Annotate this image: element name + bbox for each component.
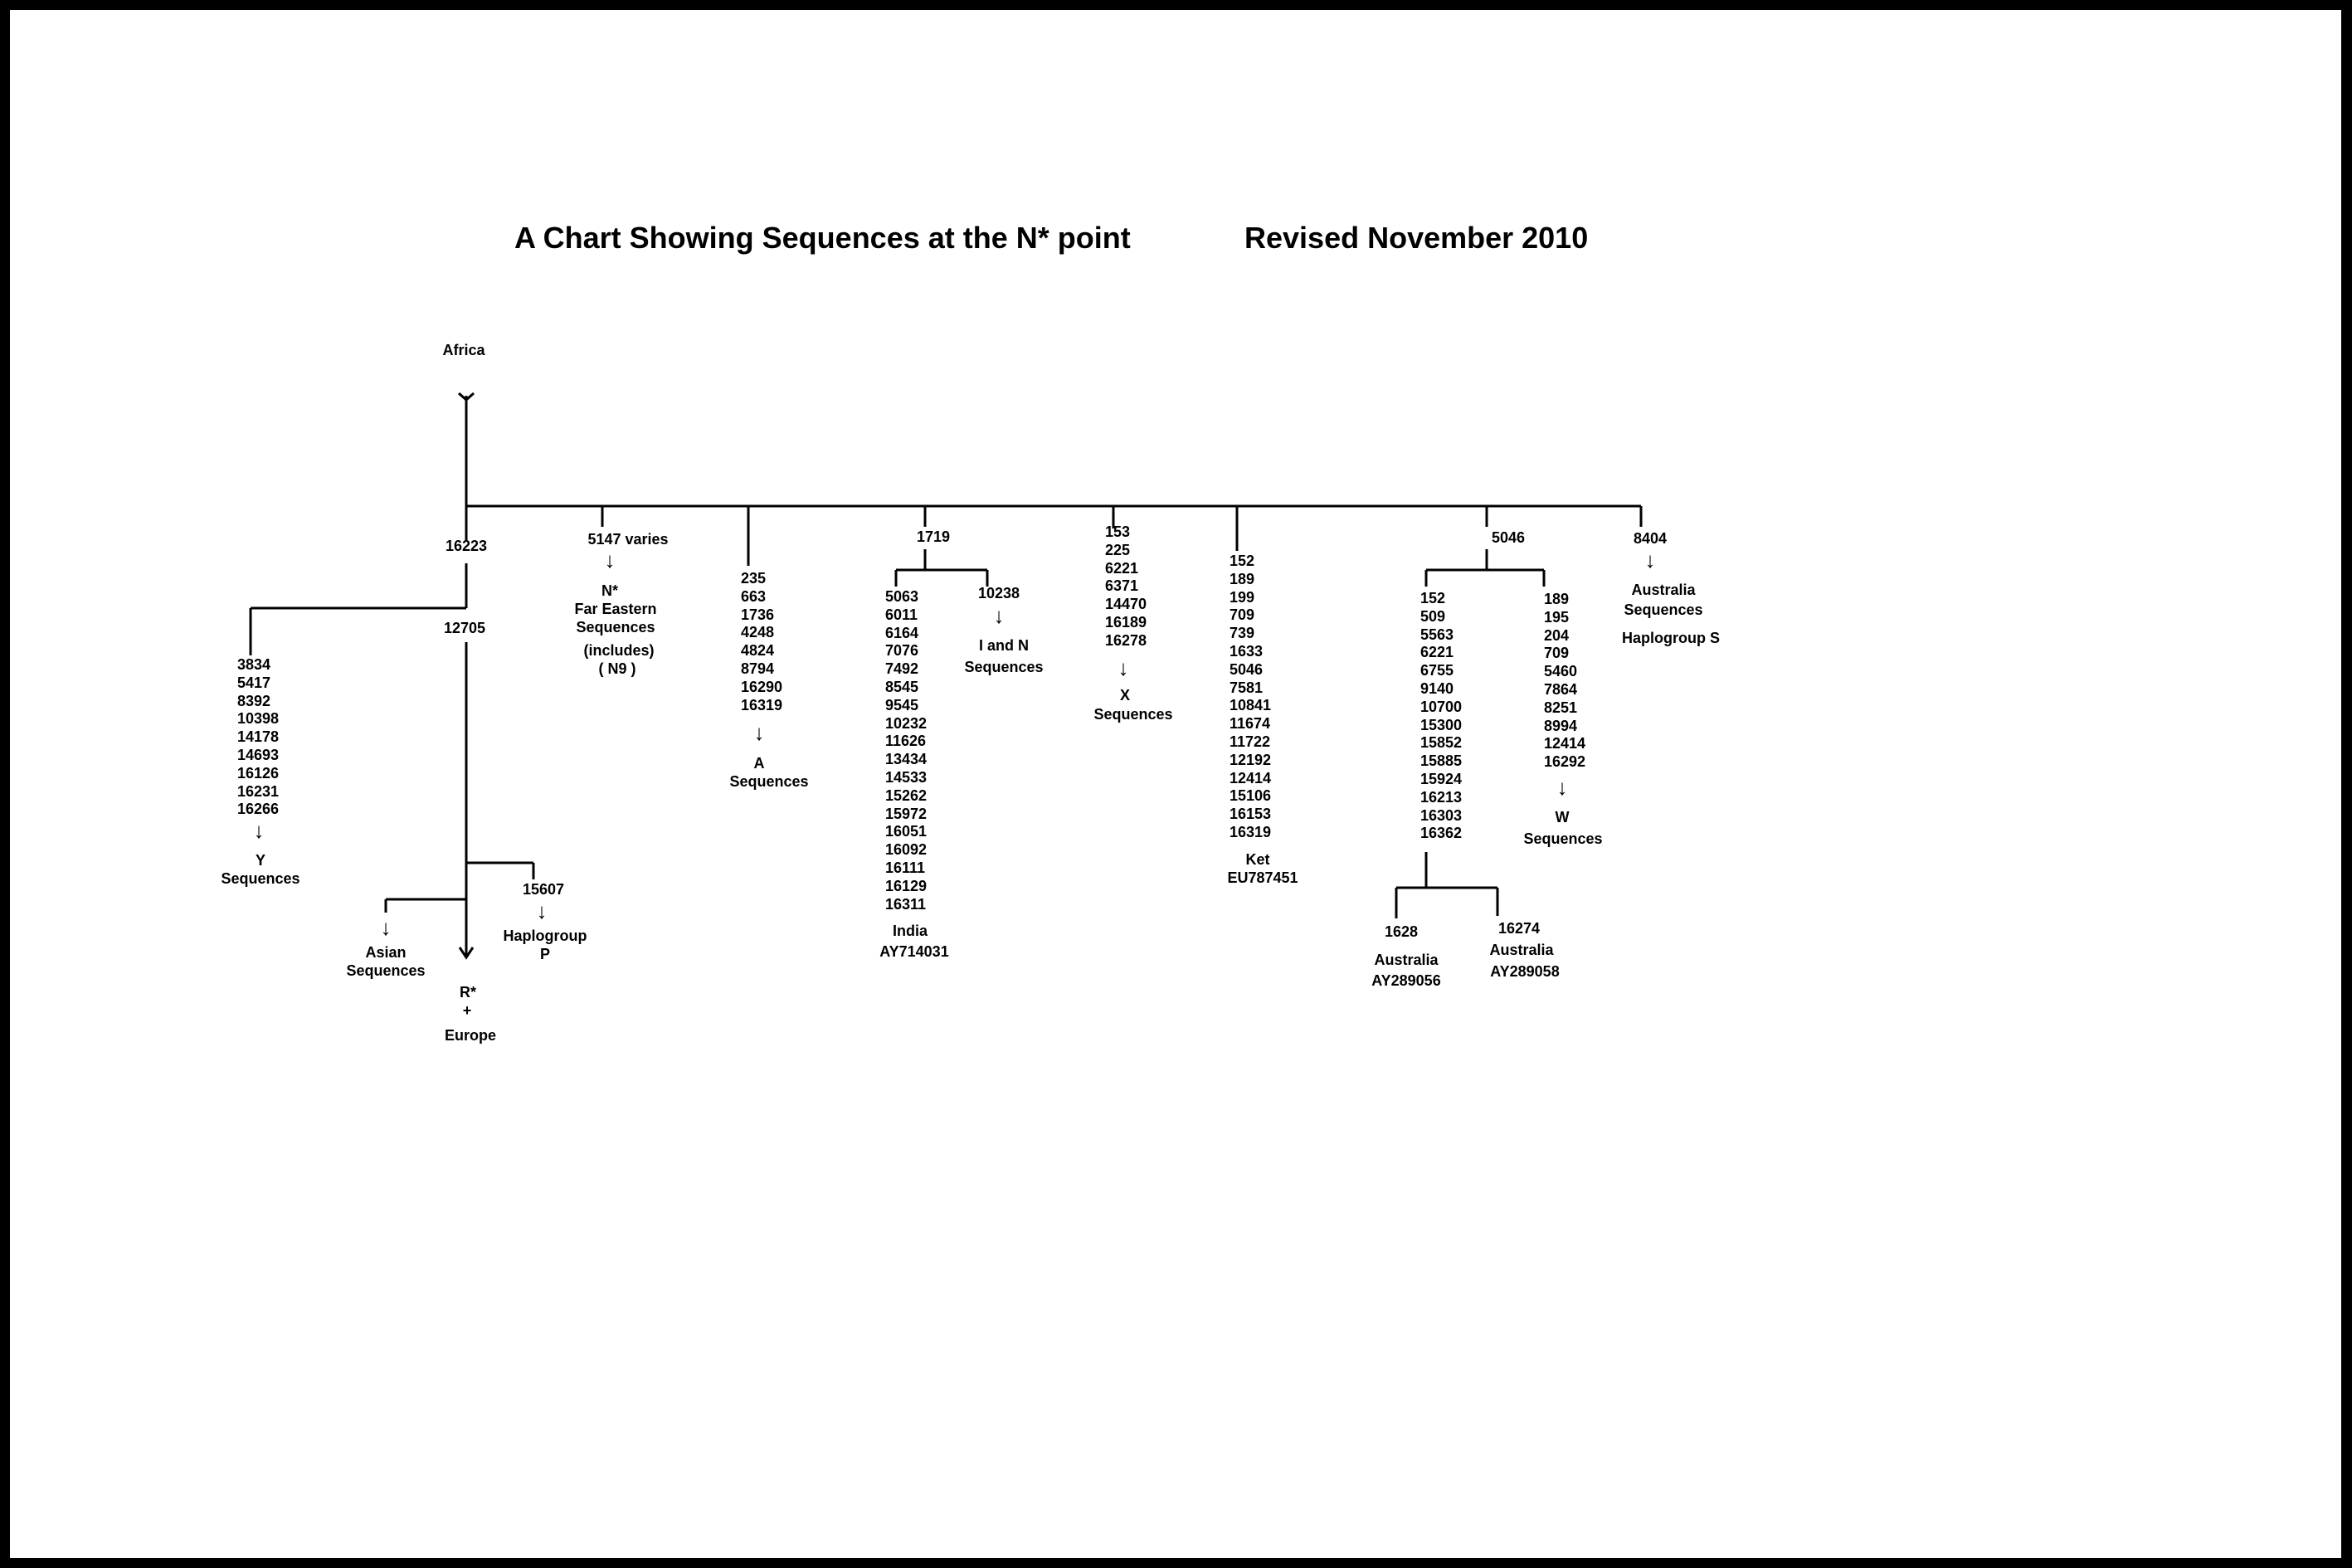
diagram-canvas (10, 10, 2341, 1558)
mutation-position: 14178 (237, 728, 280, 746)
mutation-position: 6221 (1420, 644, 1454, 661)
mutation-position: 739 (1230, 625, 1255, 642)
mutation-position: 16051 (885, 823, 928, 840)
w-right-mutation-list (1544, 591, 1585, 772)
australia-sequences-label-2: Sequences (1624, 601, 1703, 618)
i-and-n-sequences-label: Sequences (964, 659, 1044, 675)
mutation-position: 16189 (1105, 613, 1147, 631)
x-arrow-icon: ↓ (1118, 655, 1129, 680)
node-16223: 16223 (445, 538, 488, 554)
mutation-position: 16126 (237, 764, 280, 782)
mutation-position: 153 (1105, 523, 1131, 540)
mutation-position: 16092 (885, 841, 928, 859)
europe-label: Europe (444, 1027, 497, 1044)
mutation-position: 7864 (1544, 680, 1578, 698)
node-12705: 12705 (443, 620, 486, 636)
node-10238: 10238 (977, 585, 1020, 601)
mutation-position: 5063 (885, 588, 919, 605)
australia-label-2: Australia (1489, 942, 1554, 958)
haplogroup-p-label: Haplogroup (503, 928, 587, 944)
mutation-position: 1736 (741, 606, 775, 623)
mutation-position: 663 (741, 587, 767, 605)
mutation-position: 709 (1230, 606, 1255, 624)
mutation-position: 189 (1230, 570, 1255, 587)
s-arrow-icon: ↓ (1644, 548, 1656, 572)
mutation-position: 9140 (1420, 679, 1454, 697)
mutation-position: 7076 (885, 642, 919, 660)
mutation-position: 16129 (885, 877, 928, 894)
in-arrow-icon: ↓ (993, 603, 1005, 628)
mutation-position: 199 (1230, 588, 1255, 606)
mutation-position: 15885 (1420, 752, 1463, 770)
r-star-label: R* (459, 984, 477, 1001)
a-mutation-list (741, 570, 782, 714)
w-left-mutation-list (1420, 590, 1462, 843)
w-sequences-label: Sequences (1523, 830, 1603, 847)
mutation-position: 14533 (885, 768, 928, 786)
far-eastern-sequences-label: Sequences (576, 619, 655, 635)
mutation-position: 15924 (1420, 770, 1463, 787)
haplogroup-p-letter: P (539, 946, 551, 962)
node-1719: 1719 (916, 528, 951, 545)
ket-label: Ket (1245, 851, 1270, 868)
y-sequences-label: Sequences (221, 870, 300, 887)
mutation-position: 6164 (885, 624, 919, 641)
mutation-position: 6011 (885, 606, 918, 623)
r-plus-label: + (462, 1002, 472, 1019)
p-arrow-icon: ↓ (536, 898, 548, 923)
mutation-position: 15972 (885, 805, 928, 822)
w-label: W (1555, 809, 1570, 825)
mutation-position: 10841 (1230, 697, 1272, 714)
accession-ay289056: AY289056 (1371, 972, 1441, 989)
mutation-position: 225 (1105, 541, 1131, 558)
mutation-position: 16153 (1230, 806, 1272, 823)
mutation-position: 13434 (885, 751, 928, 768)
mutation-position: 11626 (885, 733, 927, 750)
node-15607: 15607 (522, 881, 565, 898)
mutation-position: 16266 (237, 801, 280, 818)
root-label-africa: Africa (442, 342, 485, 358)
mutation-position: 3834 (237, 656, 271, 673)
w-arrow-icon: ↓ (1556, 775, 1568, 800)
y-arrow-icon: ↓ (253, 818, 265, 843)
mutation-position: 16231 (237, 782, 280, 800)
tree-lines (10, 10, 2341, 1558)
mutation-position: 16278 (1105, 631, 1147, 649)
i-and-n-label: I and N (978, 637, 1030, 654)
mutation-position: 5046 (1230, 660, 1264, 678)
a-sequences-label: Sequences (729, 773, 809, 790)
far-eastern-label: Far Eastern (574, 601, 657, 617)
mutation-position: 10398 (237, 710, 280, 728)
mutation-position: 195 (1544, 608, 1570, 626)
n9-label: ( N9 ) (598, 660, 636, 677)
australia-sequences-label: Australia (1631, 582, 1696, 598)
mutation-position: 15852 (1420, 734, 1463, 752)
mutation-position: 16290 (741, 678, 783, 695)
mutation-position: 5417 (237, 674, 271, 691)
a-label: A (753, 755, 765, 772)
mutation-position: 8545 (885, 678, 919, 695)
mutation-position: 12414 (1544, 735, 1586, 752)
india-label: India (892, 923, 928, 939)
mutation-position: 4824 (741, 642, 775, 660)
mutation-position: 11722 (1230, 733, 1271, 750)
mutation-position: 15262 (885, 786, 928, 804)
mutation-position: 16292 (1544, 753, 1586, 771)
mutation-position: 5563 (1420, 626, 1454, 643)
mutation-position: 14470 (1105, 596, 1147, 613)
mutation-position: 16303 (1420, 806, 1463, 824)
mutation-position: 16319 (1230, 823, 1272, 840)
node-5147-varies: 5147 varies (587, 531, 669, 548)
mutation-position: 12192 (1230, 751, 1272, 768)
mutation-position: 15300 (1420, 716, 1463, 733)
mutation-position: 8392 (237, 692, 271, 709)
haplogroup-s-label: Haplogroup S (1622, 630, 1720, 646)
node-1628: 1628 (1384, 923, 1419, 940)
mutation-position: 189 (1544, 591, 1570, 607)
mutation-position: 7581 (1230, 679, 1264, 696)
node-8404: 8404 (1633, 530, 1668, 547)
mutation-position: 16362 (1420, 825, 1463, 842)
x-mutation-list (1105, 523, 1147, 650)
mutation-position: 6371 (1105, 577, 1139, 595)
mutation-position: 9545 (885, 696, 919, 713)
asian-sequences-label: Sequences (346, 962, 426, 979)
mutation-position: 14693 (237, 746, 280, 763)
mutation-position: 709 (1544, 645, 1570, 662)
mutation-position: 5460 (1544, 663, 1578, 680)
mutation-position: 4248 (741, 624, 775, 641)
mutation-position: 15106 (1230, 787, 1272, 805)
x-label: X (1119, 687, 1131, 704)
ket-mutation-list (1230, 553, 1271, 842)
mutation-position: 16213 (1420, 788, 1463, 806)
mutation-position: 16311 (885, 895, 927, 913)
mutation-position: 10232 (885, 714, 928, 732)
mutation-position: 509 (1420, 607, 1446, 625)
mutation-position: 11674 (1230, 715, 1271, 733)
asian-arrow-icon: ↓ (380, 915, 392, 940)
india-mutation-list (885, 588, 927, 913)
ket-accession: EU787451 (1227, 869, 1298, 886)
chart-title: A Chart Showing Sequences at the N* point (514, 221, 1131, 255)
mutation-position: 204 (1544, 626, 1570, 644)
revised-date: Revised November 2010 (1244, 221, 1589, 255)
mutation-position: 8994 (1544, 717, 1578, 734)
mutation-position: 12414 (1230, 769, 1272, 786)
mutation-position: 7492 (885, 660, 919, 678)
n-arrow-icon: ↓ (604, 548, 616, 572)
n-star-label: N* (601, 582, 619, 599)
mutation-position: 152 (1420, 590, 1446, 606)
mutation-position: 16111 (885, 859, 926, 876)
y-mutation-list (237, 656, 279, 819)
mutation-position: 8794 (741, 660, 775, 677)
india-accession: AY714031 (879, 943, 949, 960)
mutation-position: 16319 (741, 696, 783, 713)
node-5046: 5046 (1491, 529, 1526, 546)
x-sequences-label: Sequences (1093, 706, 1173, 723)
accession-ay289058: AY289058 (1490, 963, 1560, 980)
y-label: Y (255, 852, 266, 869)
mutation-position: 6755 (1420, 662, 1454, 679)
mutation-position: 152 (1230, 553, 1255, 569)
australia-label-1: Australia (1374, 952, 1439, 968)
mutation-position: 1633 (1230, 642, 1264, 660)
node-16274: 16274 (1497, 920, 1541, 937)
mutation-position: 10700 (1420, 698, 1463, 715)
asian-label: Asian (365, 944, 407, 961)
a-arrow-icon: ↓ (753, 720, 765, 745)
mutation-position: 8251 (1544, 699, 1578, 716)
includes-label: (includes) (583, 642, 655, 659)
mutation-position: 6221 (1105, 559, 1139, 577)
mutation-position: 235 (741, 570, 767, 587)
